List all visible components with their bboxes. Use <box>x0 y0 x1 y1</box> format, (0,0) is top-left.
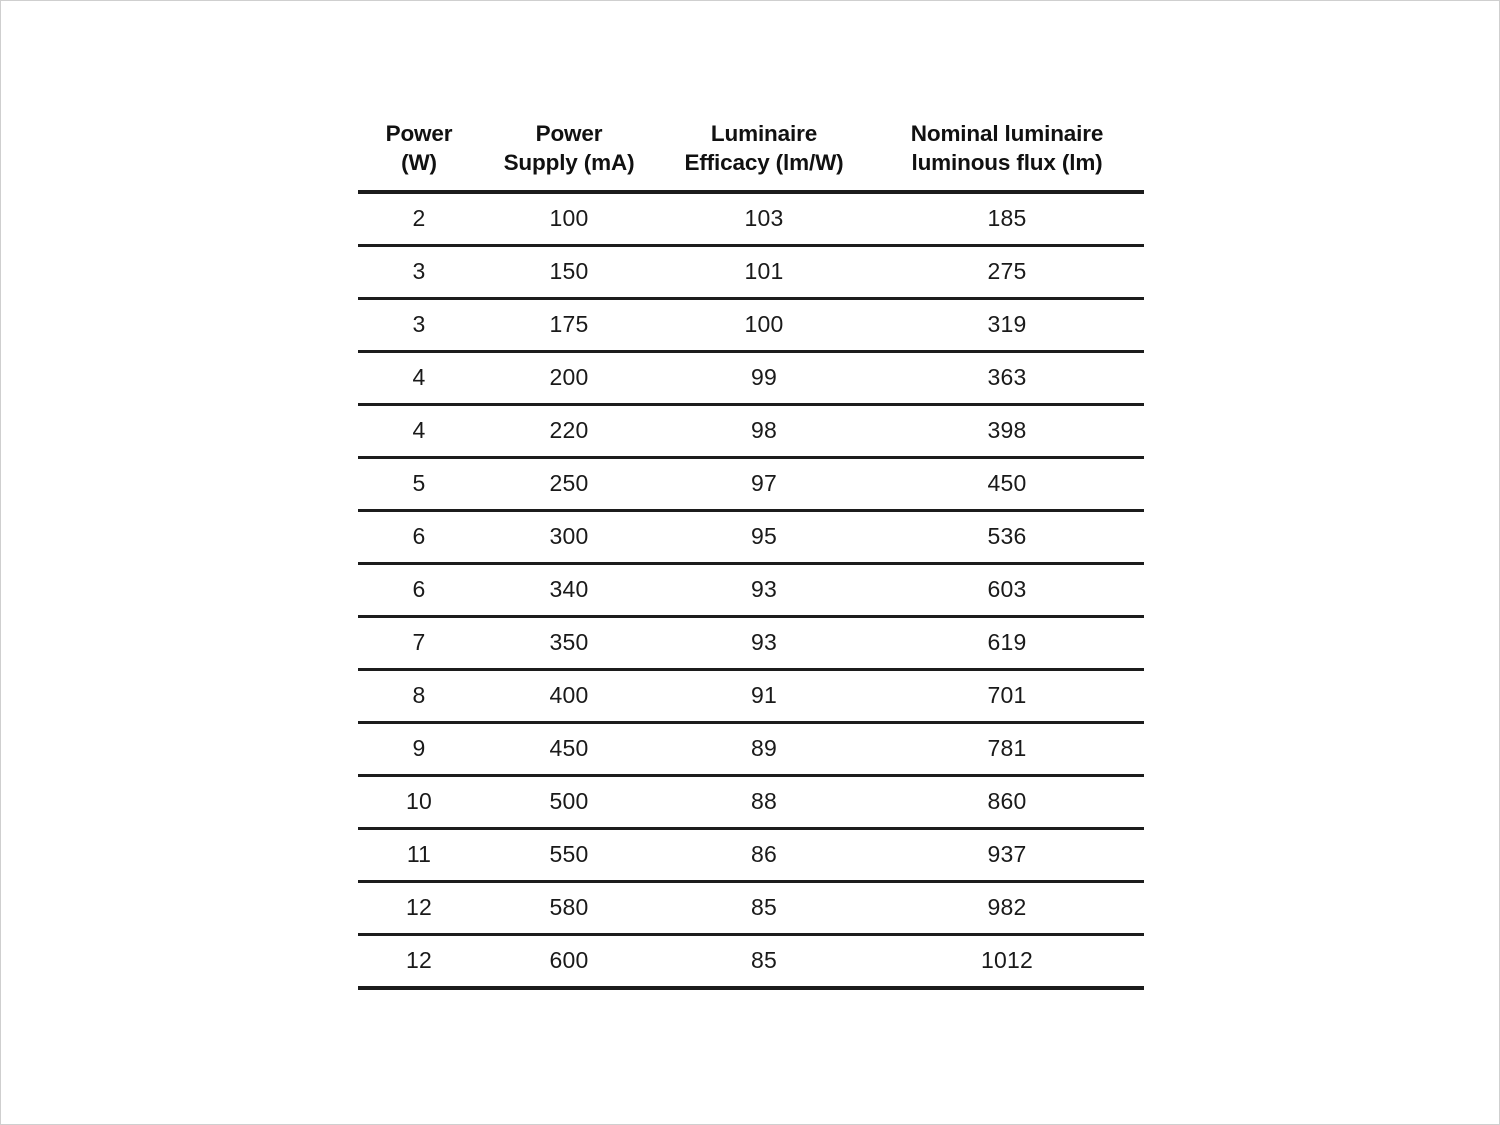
table-row <box>358 669 1144 722</box>
cell-luminaire_efficacy_lm_per_w: 99 <box>658 351 870 404</box>
cell-power_supply_ma: 600 <box>480 934 658 988</box>
table-row <box>358 457 1144 510</box>
cell-luminaire_efficacy_lm_per_w: 95 <box>658 510 870 563</box>
column-header-power-w-line2: (W) <box>401 150 437 176</box>
cell-luminaire_efficacy_lm_per_w: 100 <box>658 298 870 351</box>
cell-nominal_luminous_flux_lm: 185 <box>870 192 1144 246</box>
cell-luminaire_efficacy_lm_per_w: 101 <box>658 245 870 298</box>
table-body <box>358 192 1144 988</box>
cell-power_supply_ma: 580 <box>480 881 658 934</box>
cell-luminaire_efficacy_lm_per_w: 91 <box>658 669 870 722</box>
cell-nominal_luminous_flux_lm: 275 <box>870 245 1144 298</box>
cell-power_w: 4 <box>358 351 480 404</box>
cell-luminaire_efficacy_lm_per_w: 103 <box>658 192 870 246</box>
cell-nominal_luminous_flux_lm: 319 <box>870 298 1144 351</box>
table-row <box>358 934 1144 988</box>
cell-power_w: 10 <box>358 775 480 828</box>
cell-power_supply_ma: 550 <box>480 828 658 881</box>
table-row <box>358 404 1144 457</box>
cell-luminaire_efficacy_lm_per_w: 89 <box>658 722 870 775</box>
cell-power_supply_ma: 220 <box>480 404 658 457</box>
cell-nominal_luminous_flux_lm: 603 <box>870 563 1144 616</box>
cell-nominal_luminous_flux_lm: 937 <box>870 828 1144 881</box>
cell-power_supply_ma: 300 <box>480 510 658 563</box>
cell-power_w: 4 <box>358 404 480 457</box>
cell-power_w: 2 <box>358 192 480 246</box>
table-row <box>358 192 1144 246</box>
cell-power_w: 3 <box>358 298 480 351</box>
table-row <box>358 775 1144 828</box>
column-header-nominal-luminous-flux <box>870 119 1144 192</box>
cell-nominal_luminous_flux_lm: 619 <box>870 616 1144 669</box>
table-row <box>358 616 1144 669</box>
cell-luminaire_efficacy_lm_per_w: 97 <box>658 457 870 510</box>
column-header-power-w-line1: Power <box>385 121 453 146</box>
table-row <box>358 722 1144 775</box>
cell-luminaire_efficacy_lm_per_w: 98 <box>658 404 870 457</box>
cell-power_supply_ma: 400 <box>480 669 658 722</box>
cell-power_w: 8 <box>358 669 480 722</box>
cell-power_w: 11 <box>358 828 480 881</box>
cell-luminaire_efficacy_lm_per_w: 85 <box>658 881 870 934</box>
cell-nominal_luminous_flux_lm: 450 <box>870 457 1144 510</box>
cell-luminaire_efficacy_lm_per_w: 88 <box>658 775 870 828</box>
cell-power_w: 6 <box>358 510 480 563</box>
cell-power_w: 9 <box>358 722 480 775</box>
cell-nominal_luminous_flux_lm: 1012 <box>870 934 1144 988</box>
cell-power_w: 12 <box>358 881 480 934</box>
table-row <box>358 245 1144 298</box>
column-header-nominal-luminous-flux-line1: Nominal luminaire <box>910 121 1104 146</box>
cell-nominal_luminous_flux_lm: 363 <box>870 351 1144 404</box>
table-header-row <box>358 119 1144 192</box>
luminaire-spec-table <box>358 119 1144 990</box>
cell-power_supply_ma: 450 <box>480 722 658 775</box>
cell-luminaire_efficacy_lm_per_w: 93 <box>658 563 870 616</box>
column-header-power-w <box>358 119 480 192</box>
column-header-power-supply-line1: Power <box>535 121 603 146</box>
cell-nominal_luminous_flux_lm: 982 <box>870 881 1144 934</box>
cell-power_w: 6 <box>358 563 480 616</box>
column-header-luminaire-efficacy-line1: Luminaire <box>710 121 818 146</box>
cell-nominal_luminous_flux_lm: 536 <box>870 510 1144 563</box>
column-header-luminaire-efficacy <box>658 119 870 192</box>
cell-power_w: 5 <box>358 457 480 510</box>
cell-nominal_luminous_flux_lm: 781 <box>870 722 1144 775</box>
cell-power_supply_ma: 500 <box>480 775 658 828</box>
cell-power_supply_ma: 150 <box>480 245 658 298</box>
cell-power_supply_ma: 340 <box>480 563 658 616</box>
cell-nominal_luminous_flux_lm: 701 <box>870 669 1144 722</box>
table-row <box>358 563 1144 616</box>
cell-power_supply_ma: 175 <box>480 298 658 351</box>
cell-power_supply_ma: 350 <box>480 616 658 669</box>
table-row <box>358 881 1144 934</box>
cell-luminaire_efficacy_lm_per_w: 93 <box>658 616 870 669</box>
spec-table-container <box>358 119 1144 990</box>
cell-nominal_luminous_flux_lm: 860 <box>870 775 1144 828</box>
cell-power_w: 12 <box>358 934 480 988</box>
column-header-luminaire-efficacy-line2: Efficacy (lm/W) <box>684 150 844 176</box>
table-header <box>358 119 1144 192</box>
cell-power_w: 7 <box>358 616 480 669</box>
cell-nominal_luminous_flux_lm: 398 <box>870 404 1144 457</box>
table-row <box>358 351 1144 404</box>
column-header-power-supply <box>480 119 658 192</box>
column-header-nominal-luminous-flux-line2: luminous flux (lm) <box>911 150 1103 176</box>
cell-luminaire_efficacy_lm_per_w: 85 <box>658 934 870 988</box>
cell-power_supply_ma: 200 <box>480 351 658 404</box>
column-header-power-supply-line2: Supply (mA) <box>503 150 635 176</box>
cell-luminaire_efficacy_lm_per_w: 86 <box>658 828 870 881</box>
cell-power_supply_ma: 250 <box>480 457 658 510</box>
table-row <box>358 298 1144 351</box>
table-row <box>358 828 1144 881</box>
cell-power_w: 3 <box>358 245 480 298</box>
cell-power_supply_ma: 100 <box>480 192 658 246</box>
table-row <box>358 510 1144 563</box>
